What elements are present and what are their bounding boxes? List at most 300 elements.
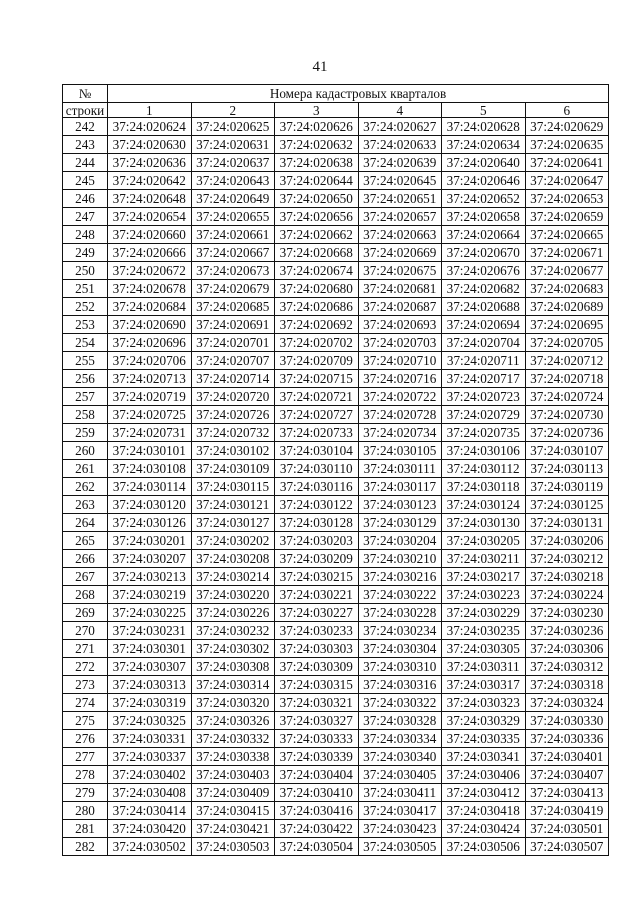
- row-number-cell: 253: [63, 316, 108, 334]
- cadastral-number-cell: 37:24:030321: [275, 694, 359, 712]
- table-row: [63, 172, 609, 190]
- cadastral-number-cell: 37:24:020705: [525, 334, 609, 352]
- cadastral-number-cell: 37:24:020655: [191, 208, 275, 226]
- cadastral-number-cell: 37:24:020647: [525, 172, 609, 190]
- cadastral-number-cell: 37:24:030504: [275, 838, 359, 856]
- cadastral-number-cell: 37:24:030309: [275, 658, 359, 676]
- table-row: [63, 658, 609, 676]
- cadastral-number-cell: 37:24:030231: [108, 622, 192, 640]
- cadastral-number-cell: 37:24:030102: [191, 442, 275, 460]
- table-row: [63, 604, 609, 622]
- table-row: [63, 532, 609, 550]
- cadastral-number-cell: 37:24:020709: [275, 352, 359, 370]
- cadastral-number-cell: 37:24:030418: [442, 802, 526, 820]
- cadastral-number-cell: 37:24:030128: [275, 514, 359, 532]
- cadastral-number-cell: 37:24:030113: [525, 460, 609, 478]
- cadastral-number-cell: 37:24:030121: [191, 496, 275, 514]
- cadastral-number-cell: 37:24:020691: [191, 316, 275, 334]
- cadastral-number-cell: 37:24:020624: [108, 118, 192, 136]
- cadastral-number-cell: 37:24:030208: [191, 550, 275, 568]
- cadastral-number-cell: 37:24:030118: [442, 478, 526, 496]
- column-number-header: 1: [108, 103, 192, 118]
- cadastral-number-cell: 37:24:020714: [191, 370, 275, 388]
- page-number: 41: [312, 59, 328, 75]
- row-number-cell: 282: [63, 838, 108, 856]
- cadastral-number-cell: 37:24:020719: [108, 388, 192, 406]
- cadastral-number-cell: 37:24:030206: [525, 532, 609, 550]
- cadastral-number-cell: 37:24:020725: [108, 406, 192, 424]
- cadastral-number-cell: 37:24:020724: [525, 388, 609, 406]
- table-row: [63, 316, 609, 334]
- cadastral-number-cell: 37:24:030406: [442, 766, 526, 784]
- table-row: [63, 442, 609, 460]
- cadastral-number-cell: 37:24:020633: [358, 136, 442, 154]
- cadastral-number-cell: 37:24:020673: [191, 262, 275, 280]
- table-row: [63, 550, 609, 568]
- cadastral-number-cell: 37:24:020692: [275, 316, 359, 334]
- row-number-cell: 246: [63, 190, 108, 208]
- group-title-header: Номера кадастровых кварталов: [108, 85, 609, 103]
- cadastral-number-cell: 37:24:020715: [275, 370, 359, 388]
- row-number-cell: 267: [63, 568, 108, 586]
- cadastral-number-cell: 37:24:020689: [525, 298, 609, 316]
- row-number-cell: 258: [63, 406, 108, 424]
- cadastral-number-cell: 37:24:030108: [108, 460, 192, 478]
- table-row: [63, 766, 609, 784]
- table-row: [63, 244, 609, 262]
- column-number-header: 5: [442, 103, 526, 118]
- cadastral-number-cell: 37:24:030212: [525, 550, 609, 568]
- cadastral-number-cell: 37:24:030333: [275, 730, 359, 748]
- row-number-cell: 270: [63, 622, 108, 640]
- cadastral-number-cell: 37:24:020660: [108, 226, 192, 244]
- cadastral-number-cell: 37:24:030403: [191, 766, 275, 784]
- cadastral-number-cell: 37:24:030224: [525, 586, 609, 604]
- cadastral-number-cell: 37:24:030401: [525, 748, 609, 766]
- table-row: [63, 838, 609, 856]
- table-row: [63, 748, 609, 766]
- row-number-cell: 262: [63, 478, 108, 496]
- cadastral-number-cell: 37:24:020670: [442, 244, 526, 262]
- cadastral-number-cell: 37:24:030107: [525, 442, 609, 460]
- cadastral-number-cell: 37:24:020680: [275, 280, 359, 298]
- cadastral-number-cell: 37:24:020686: [275, 298, 359, 316]
- cadastral-number-cell: 37:24:030205: [442, 532, 526, 550]
- cadastral-number-cell: 37:24:030301: [108, 640, 192, 658]
- row-number-cell: 248: [63, 226, 108, 244]
- cadastral-number-cell: 37:24:020656: [275, 208, 359, 226]
- row-number-cell: 254: [63, 334, 108, 352]
- cadastral-number-cell: 37:24:020649: [191, 190, 275, 208]
- row-number-cell: 277: [63, 748, 108, 766]
- cadastral-number-cell: 37:24:030307: [108, 658, 192, 676]
- cadastral-number-cell: 37:24:030214: [191, 568, 275, 586]
- cadastral-number-cell: 37:24:030408: [108, 784, 192, 802]
- cadastral-number-cell: 37:24:020721: [275, 388, 359, 406]
- cadastral-number-cell: 37:24:030232: [191, 622, 275, 640]
- cadastral-number-cell: 37:24:020687: [358, 298, 442, 316]
- cadastral-number-cell: 37:24:020713: [108, 370, 192, 388]
- cadastral-number-cell: 37:24:020732: [191, 424, 275, 442]
- cadastral-number-cell: 37:24:020635: [525, 136, 609, 154]
- row-number-cell: 247: [63, 208, 108, 226]
- cadastral-number-cell: 37:24:030316: [358, 676, 442, 694]
- table-row: [63, 676, 609, 694]
- table-row: [63, 190, 609, 208]
- cadastral-number-cell: 37:24:030127: [191, 514, 275, 532]
- cadastral-number-cell: 37:24:030409: [191, 784, 275, 802]
- table-row: [63, 406, 609, 424]
- row-number-cell: 244: [63, 154, 108, 172]
- row-number-cell: 256: [63, 370, 108, 388]
- table-row: [63, 154, 609, 172]
- cadastral-number-cell: 37:24:030410: [275, 784, 359, 802]
- cadastral-number-cell: 37:24:030419: [525, 802, 609, 820]
- cadastral-number-cell: 37:24:030323: [442, 694, 526, 712]
- cadastral-number-cell: 37:24:030123: [358, 496, 442, 514]
- cadastral-number-cell: 37:24:020693: [358, 316, 442, 334]
- cadastral-number-cell: 37:24:020682: [442, 280, 526, 298]
- table-body: [63, 118, 609, 856]
- cadastral-number-cell: 37:24:020632: [275, 136, 359, 154]
- cadastral-number-cell: 37:24:020734: [358, 424, 442, 442]
- cadastral-number-cell: 37:24:030207: [108, 550, 192, 568]
- cadastral-number-cell: 37:24:030501: [525, 820, 609, 838]
- table-row: [63, 226, 609, 244]
- cadastral-number-cell: 37:24:030234: [358, 622, 442, 640]
- cadastral-number-cell: 37:24:030319: [108, 694, 192, 712]
- cadastral-number-cell: 37:24:030404: [275, 766, 359, 784]
- table-row: [63, 460, 609, 478]
- cadastral-number-cell: 37:24:020701: [191, 334, 275, 352]
- cadastral-number-cell: 37:24:020690: [108, 316, 192, 334]
- cadastral-number-cell: 37:24:030336: [525, 730, 609, 748]
- cadastral-number-cell: 37:24:020695: [525, 316, 609, 334]
- cadastral-number-cell: 37:24:030204: [358, 532, 442, 550]
- row-number-cell: 276: [63, 730, 108, 748]
- cadastral-number-cell: 37:24:030335: [442, 730, 526, 748]
- cadastral-number-cell: 37:24:020662: [275, 226, 359, 244]
- cadastral-number-cell: 37:24:020666: [108, 244, 192, 262]
- cadastral-number-cell: 37:24:020629: [525, 118, 609, 136]
- cadastral-number-cell: 37:24:020675: [358, 262, 442, 280]
- table-row: [63, 478, 609, 496]
- cadastral-number-cell: 37:24:020636: [108, 154, 192, 172]
- cadastral-number-cell: 37:24:030225: [108, 604, 192, 622]
- cadastral-number-cell: 37:24:020684: [108, 298, 192, 316]
- cadastral-number-cell: 37:24:020650: [275, 190, 359, 208]
- cadastral-number-cell: 37:24:030334: [358, 730, 442, 748]
- cadastral-number-cell: 37:24:020711: [442, 352, 526, 370]
- cadastral-number-cell: 37:24:020674: [275, 262, 359, 280]
- row-number-cell: 257: [63, 388, 108, 406]
- cadastral-number-cell: 37:24:030223: [442, 586, 526, 604]
- row-number-cell: 245: [63, 172, 108, 190]
- cadastral-number-cell: 37:24:030421: [191, 820, 275, 838]
- cadastral-number-cell: 37:24:030111: [358, 460, 442, 478]
- cadastral-number-cell: 37:24:020654: [108, 208, 192, 226]
- cadastral-number-cell: 37:24:030424: [442, 820, 526, 838]
- row-number-cell: 279: [63, 784, 108, 802]
- cadastral-number-cell: 37:24:020625: [191, 118, 275, 136]
- cadastral-number-cell: 37:24:020665: [525, 226, 609, 244]
- cadastral-number-cell: 37:24:020652: [442, 190, 526, 208]
- row-number-cell: 281: [63, 820, 108, 838]
- cadastral-number-cell: 37:24:020642: [108, 172, 192, 190]
- row-number-cell: 264: [63, 514, 108, 532]
- table-row: [63, 622, 609, 640]
- cadastral-number-cell: 37:24:030119: [525, 478, 609, 496]
- row-number-header-top: №: [63, 85, 108, 103]
- table-row: [63, 280, 609, 298]
- cadastral-number-cell: 37:24:030329: [442, 712, 526, 730]
- cadastral-number-cell: 37:24:030209: [275, 550, 359, 568]
- cadastral-number-cell: 37:24:020681: [358, 280, 442, 298]
- cadastral-number-cell: 37:24:020723: [442, 388, 526, 406]
- cadastral-number-cell: 37:24:030314: [191, 676, 275, 694]
- cadastral-number-cell: 37:24:030228: [358, 604, 442, 622]
- cadastral-number-cell: 37:24:030233: [275, 622, 359, 640]
- row-number-cell: 269: [63, 604, 108, 622]
- cadastral-number-cell: 37:24:030505: [358, 838, 442, 856]
- cadastral-number-cell: 37:24:020661: [191, 226, 275, 244]
- cadastral-number-cell: 37:24:020628: [442, 118, 526, 136]
- cadastral-number-cell: 37:24:030203: [275, 532, 359, 550]
- cadastral-number-cell: 37:24:020717: [442, 370, 526, 388]
- cadastral-number-cell: 37:24:020638: [275, 154, 359, 172]
- cadastral-number-cell: 37:24:030305: [442, 640, 526, 658]
- cadastral-number-cell: 37:24:020657: [358, 208, 442, 226]
- cadastral-number-cell: 37:24:030313: [108, 676, 192, 694]
- cadastral-number-cell: 37:24:030402: [108, 766, 192, 784]
- cadastral-number-cell: 37:24:020634: [442, 136, 526, 154]
- cadastral-number-cell: 37:24:030332: [191, 730, 275, 748]
- cadastral-number-cell: 37:24:030122: [275, 496, 359, 514]
- cadastral-number-cell: 37:24:030326: [191, 712, 275, 730]
- cadastral-number-cell: 37:24:030407: [525, 766, 609, 784]
- cadastral-number-cell: 37:24:030109: [191, 460, 275, 478]
- cadastral-number-cell: 37:24:030502: [108, 838, 192, 856]
- cadastral-number-cell: 37:24:030328: [358, 712, 442, 730]
- cadastral-number-cell: 37:24:030411: [358, 784, 442, 802]
- cadastral-number-cell: 37:24:020694: [442, 316, 526, 334]
- row-number-cell: 243: [63, 136, 108, 154]
- cadastral-number-cell: 37:24:030120: [108, 496, 192, 514]
- cadastral-number-cell: 37:24:030130: [442, 514, 526, 532]
- cadastral-number-cell: 37:24:020720: [191, 388, 275, 406]
- cadastral-number-cell: 37:24:020685: [191, 298, 275, 316]
- cadastral-number-cell: 37:24:020736: [525, 424, 609, 442]
- cadastral-number-cell: 37:24:020630: [108, 136, 192, 154]
- cadastral-number-cell: 37:24:020703: [358, 334, 442, 352]
- cadastral-number-cell: 37:24:030235: [442, 622, 526, 640]
- table-row: [63, 784, 609, 802]
- cadastral-number-cell: 37:24:030131: [525, 514, 609, 532]
- cadastral-number-cell: 37:24:030303: [275, 640, 359, 658]
- cadastral-number-cell: 37:24:020658: [442, 208, 526, 226]
- cadastral-number-cell: 37:24:030114: [108, 478, 192, 496]
- row-number-cell: 252: [63, 298, 108, 316]
- cadastral-number-cell: 37:24:020626: [275, 118, 359, 136]
- cadastral-number-cell: 37:24:020631: [191, 136, 275, 154]
- row-number-cell: 260: [63, 442, 108, 460]
- cadastral-number-cell: 37:24:020716: [358, 370, 442, 388]
- cadastral-number-cell: 37:24:030503: [191, 838, 275, 856]
- cadastral-number-cell: 37:24:030341: [442, 748, 526, 766]
- cadastral-number-cell: 37:24:020663: [358, 226, 442, 244]
- row-number-cell: 263: [63, 496, 108, 514]
- table-row: [63, 208, 609, 226]
- row-number-cell: 278: [63, 766, 108, 784]
- cadastral-number-cell: 37:24:030413: [525, 784, 609, 802]
- cadastral-number-cell: 37:24:030230: [525, 604, 609, 622]
- cadastral-number-cell: 37:24:030213: [108, 568, 192, 586]
- cadastral-number-cell: 37:24:030202: [191, 532, 275, 550]
- cadastral-number-cell: 37:24:020735: [442, 424, 526, 442]
- table-row: [63, 298, 609, 316]
- cadastral-number-cell: 37:24:030221: [275, 586, 359, 604]
- cadastral-number-cell: 37:24:030215: [275, 568, 359, 586]
- cadastral-number-cell: 37:24:030322: [358, 694, 442, 712]
- column-number-header: 4: [358, 103, 442, 118]
- cadastral-number-cell: 37:24:020733: [275, 424, 359, 442]
- cadastral-number-cell: 37:24:030337: [108, 748, 192, 766]
- row-number-cell: 251: [63, 280, 108, 298]
- row-number-cell: 271: [63, 640, 108, 658]
- table-row: [63, 568, 609, 586]
- cadastral-number-cell: 37:24:020718: [525, 370, 609, 388]
- table-row: [63, 262, 609, 280]
- cadastral-number-cell: 37:24:020710: [358, 352, 442, 370]
- cadastral-number-cell: 37:24:020640: [442, 154, 526, 172]
- cadastral-number-cell: 37:24:030506: [442, 838, 526, 856]
- row-number-cell: 274: [63, 694, 108, 712]
- cadastral-number-cell: 37:24:030219: [108, 586, 192, 604]
- row-number-cell: 242: [63, 118, 108, 136]
- cadastral-number-cell: 37:24:030218: [525, 568, 609, 586]
- cadastral-number-cell: 37:24:020645: [358, 172, 442, 190]
- cadastral-number-cell: 37:24:030414: [108, 802, 192, 820]
- cadastral-number-cell: 37:24:020648: [108, 190, 192, 208]
- cadastral-number-cell: 37:24:020731: [108, 424, 192, 442]
- table-row: [63, 802, 609, 820]
- table-row: [63, 730, 609, 748]
- cadastral-number-cell: 37:24:020696: [108, 334, 192, 352]
- cadastral-number-cell: 37:24:020641: [525, 154, 609, 172]
- cadastral-number-cell: 37:24:030236: [525, 622, 609, 640]
- cadastral-number-cell: 37:24:030116: [275, 478, 359, 496]
- cadastral-number-cell: 37:24:020728: [358, 406, 442, 424]
- cadastral-number-cell: 37:24:030222: [358, 586, 442, 604]
- cadastral-number-cell: 37:24:020676: [442, 262, 526, 280]
- row-number-cell: 275: [63, 712, 108, 730]
- cadastral-number-cell: 37:24:030312: [525, 658, 609, 676]
- row-number-cell: 268: [63, 586, 108, 604]
- cadastral-number-cell: 37:24:020683: [525, 280, 609, 298]
- column-number-header: 3: [275, 103, 359, 118]
- cadastral-number-cell: 37:24:030412: [442, 784, 526, 802]
- row-number-cell: 255: [63, 352, 108, 370]
- cadastral-number-cell: 37:24:020668: [275, 244, 359, 262]
- cadastral-number-cell: 37:24:020704: [442, 334, 526, 352]
- cadastral-number-cell: 37:24:030220: [191, 586, 275, 604]
- cadastral-number-cell: 37:24:020679: [191, 280, 275, 298]
- table-row: [63, 118, 609, 136]
- cadastral-number-cell: 37:24:020722: [358, 388, 442, 406]
- cadastral-number-cell: 37:24:030125: [525, 496, 609, 514]
- table-header: [63, 85, 609, 118]
- cadastral-number-cell: 37:24:030420: [108, 820, 192, 838]
- cadastral-number-cell: 37:24:030201: [108, 532, 192, 550]
- cadastral-number-cell: 37:24:020706: [108, 352, 192, 370]
- cadastral-number-cell: 37:24:030304: [358, 640, 442, 658]
- cadastral-number-cell: 37:24:030117: [358, 478, 442, 496]
- cadastral-number-cell: 37:24:030101: [108, 442, 192, 460]
- table-row: [63, 352, 609, 370]
- cadastral-number-cell: 37:24:020643: [191, 172, 275, 190]
- table-row: [63, 136, 609, 154]
- cadastral-number-cell: 37:24:030124: [442, 496, 526, 514]
- row-number-cell: 280: [63, 802, 108, 820]
- cadastral-number-cell: 37:24:020664: [442, 226, 526, 244]
- cadastral-number-cell: 37:24:020639: [358, 154, 442, 172]
- cadastral-number-cell: 37:24:030327: [275, 712, 359, 730]
- cadastral-number-cell: 37:24:030417: [358, 802, 442, 820]
- table-row: [63, 424, 609, 442]
- cadastral-number-cell: 37:24:020677: [525, 262, 609, 280]
- cadastral-number-cell: 37:24:030320: [191, 694, 275, 712]
- table-row: [63, 496, 609, 514]
- row-number-cell: 266: [63, 550, 108, 568]
- cadastral-number-cell: 37:24:030422: [275, 820, 359, 838]
- cadastral-number-cell: 37:24:030315: [275, 676, 359, 694]
- cadastral-number-cell: 37:24:030129: [358, 514, 442, 532]
- cadastral-number-cell: 37:24:030330: [525, 712, 609, 730]
- table-row: [63, 694, 609, 712]
- cadastral-number-cell: 37:24:030310: [358, 658, 442, 676]
- table-row: [63, 388, 609, 406]
- cadastral-number-cell: 37:24:020726: [191, 406, 275, 424]
- cadastral-number-cell: 37:24:020637: [191, 154, 275, 172]
- table-row: [63, 712, 609, 730]
- cadastral-number-cell: 37:24:020729: [442, 406, 526, 424]
- cadastral-number-cell: 37:24:030211: [442, 550, 526, 568]
- cadastral-number-cell: 37:24:020730: [525, 406, 609, 424]
- cadastral-number-cell: 37:24:030112: [442, 460, 526, 478]
- cadastral-number-cell: 37:24:030325: [108, 712, 192, 730]
- column-number-header: 6: [525, 103, 609, 118]
- cadastral-number-cell: 37:24:030217: [442, 568, 526, 586]
- cadastral-number-cell: 37:24:020667: [191, 244, 275, 262]
- cadastral-number-cell: 37:24:020707: [191, 352, 275, 370]
- cadastral-number-cell: 37:24:030318: [525, 676, 609, 694]
- table-row: [63, 640, 609, 658]
- cadastral-number-cell: 37:24:030340: [358, 748, 442, 766]
- cadastral-number-cell: 37:24:020646: [442, 172, 526, 190]
- cadastral-number-cell: 37:24:020627: [358, 118, 442, 136]
- cadastral-number-cell: 37:24:020671: [525, 244, 609, 262]
- cadastral-number-cell: 37:24:030415: [191, 802, 275, 820]
- cadastral-number-cell: 37:24:030106: [442, 442, 526, 460]
- cadastral-number-cell: 37:24:030507: [525, 838, 609, 856]
- cadastral-number-cell: 37:24:030338: [191, 748, 275, 766]
- row-number-cell: 272: [63, 658, 108, 676]
- cadastral-number-cell: 37:24:030324: [525, 694, 609, 712]
- table-row: [63, 334, 609, 352]
- column-number-header: 2: [191, 103, 275, 118]
- cadastral-number-cell: 37:24:030115: [191, 478, 275, 496]
- row-number-cell: 259: [63, 424, 108, 442]
